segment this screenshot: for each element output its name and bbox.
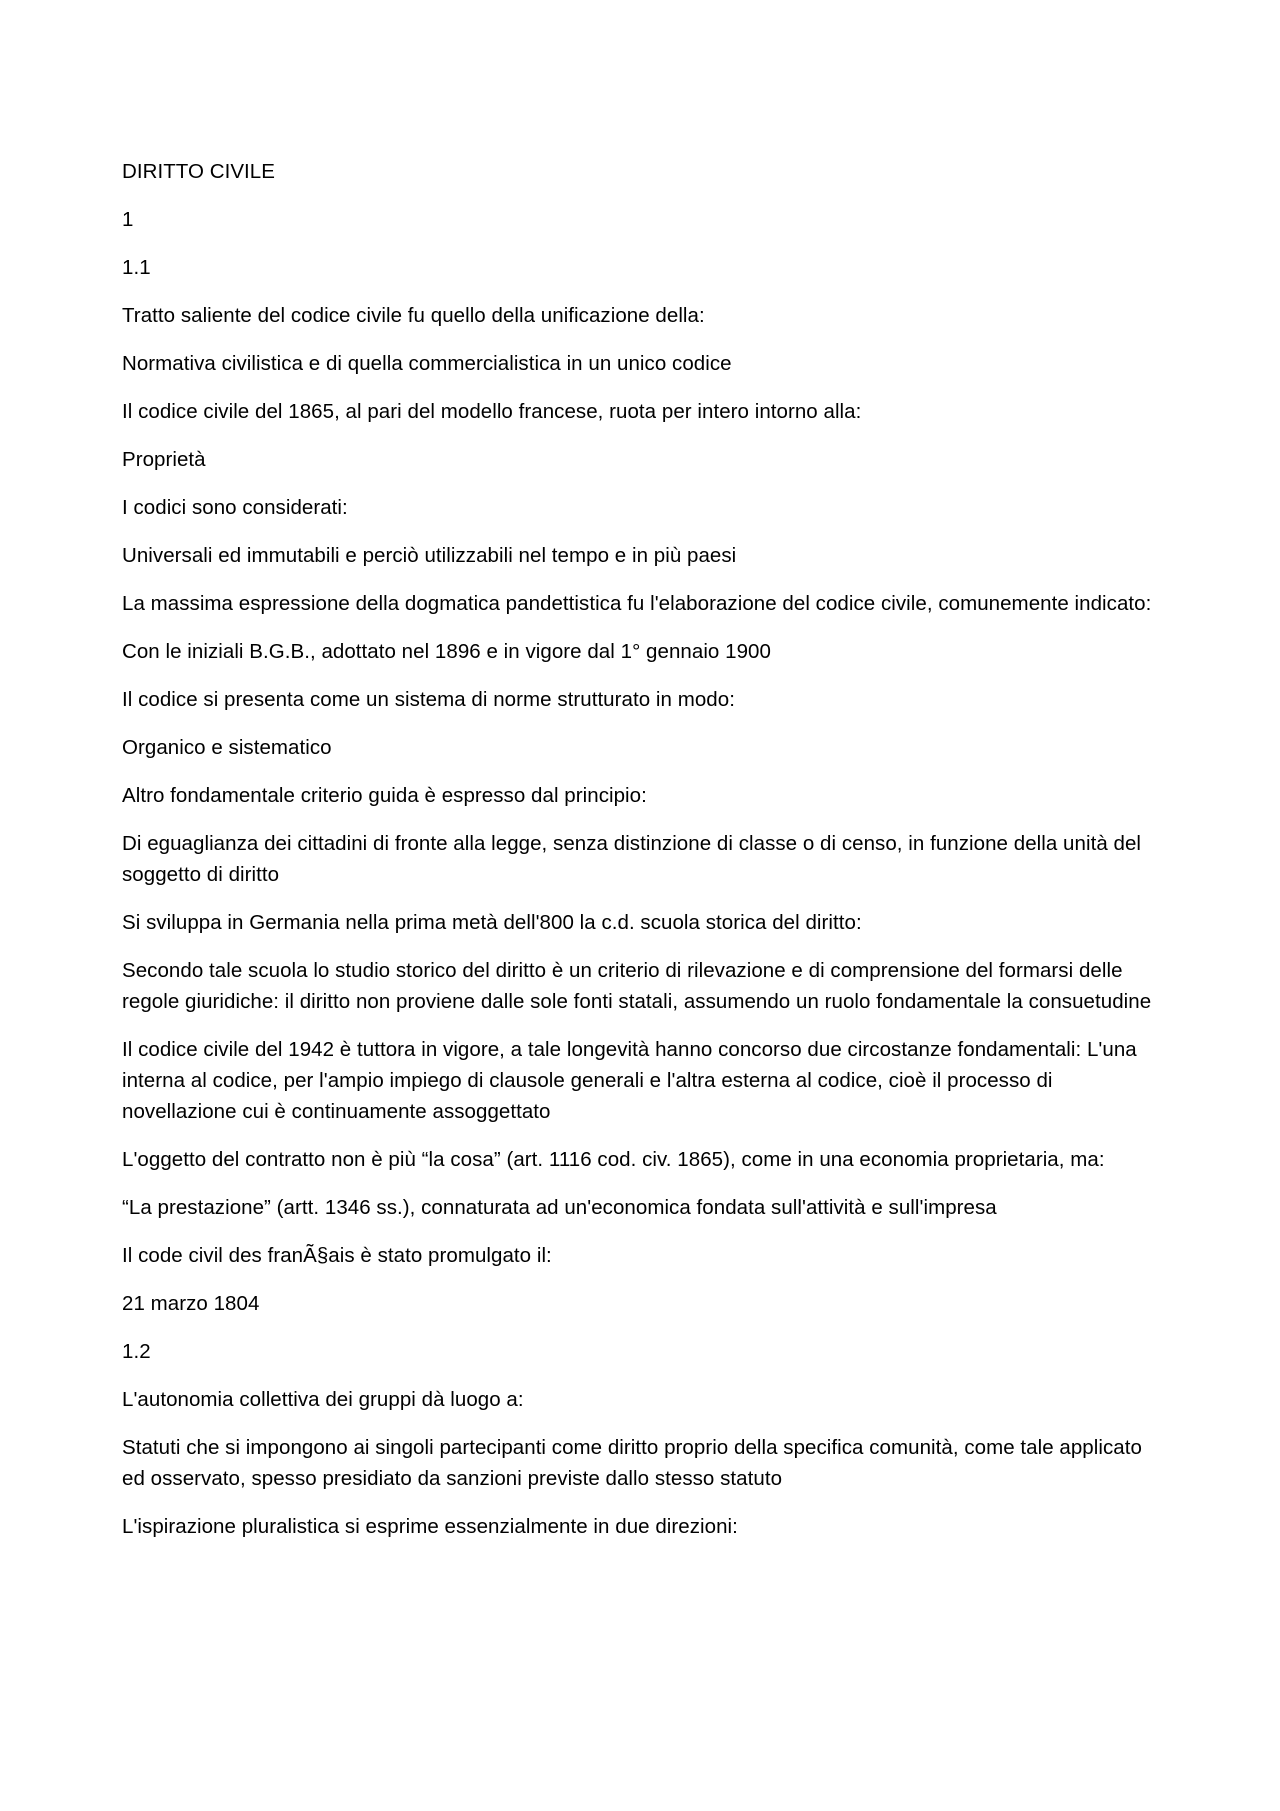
question-text: Il code civil des franÃ§ais è stato promulgato il: (122, 1244, 552, 1267)
document-body (122, 156, 1167, 1559)
answer-text: Organico e sistematico (122, 736, 332, 759)
document-title: DIRITTO CIVILE (122, 160, 275, 183)
section-number: 1 (122, 208, 134, 231)
answer-text: Normativa civilistica e di quella commercialistica in un unico codice (122, 352, 732, 375)
subsection-number: 1.1 (122, 256, 151, 279)
answer-text: “La prestazione” (artt. 1346 ss.), connaturata ad un'economica fondata sull'attività e sull'impresa (122, 1196, 997, 1219)
answer-text: Statuti che si impongono ai singoli partecipanti come diritto proprio della specifica comunità, come tale applicato ed osservato, spesso presidiato da sanzioni previste dallo stesso statuto (122, 1436, 1142, 1490)
question-text: Tratto saliente del codice civile fu quello della unificazione della: (122, 304, 705, 327)
question-text: Il codice si presenta come un sistema di norme strutturato in modo: (122, 688, 735, 711)
subsection-number: 1.2 (122, 1340, 151, 1363)
answer-text: Secondo tale scuola lo studio storico del diritto è un criterio di rilevazione e di comprensione del formarsi delle regole giuridiche: il diritto non proviene dalle sole fonti statali, assumendo un ruolo fondamentale la consuetudine (122, 959, 1152, 1013)
question-text: I codici sono considerati: (122, 496, 348, 519)
question-text: La massima espressione della dogmatica pandettistica fu l'elaborazione del codice civile, comunemente indicato: (122, 592, 1152, 615)
question-text: Si sviluppa in Germania nella prima metà dell'800 la c.d. scuola storica del diritto: (122, 911, 862, 934)
question-text: L'ispirazione pluralistica si esprime essenzialmente in due direzioni: (122, 1515, 738, 1538)
answer-text: Proprietà (122, 448, 206, 471)
question-text: Altro fondamentale criterio guida è espresso dal principio: (122, 784, 647, 807)
answer-text: Con le iniziali B.G.B., adottato nel 1896 e in vigore dal 1° gennaio 1900 (122, 640, 771, 663)
answer-text: 21 marzo 1804 (122, 1292, 260, 1315)
question-text: L'oggetto del contratto non è più “la cosa” (art. 1116 cod. civ. 1865), come in una economia proprietaria, ma: (122, 1148, 1105, 1171)
question-text: Il codice civile del 1865, al pari del modello francese, ruota per intero intorno alla: (122, 400, 862, 423)
question-text: L'autonomia collettiva dei gruppi dà luogo a: (122, 1388, 524, 1411)
answer-text: Di eguaglianza dei cittadini di fronte alla legge, senza distinzione di classe o di censo, in funzione della unità del soggetto di diritto (122, 832, 1142, 886)
answer-text: Universali ed immutabili e perciò utilizzabili nel tempo e in più paesi (122, 544, 737, 567)
question-answer-text: Il codice civile del 1942 è tuttora in vigore, a tale longevità hanno concorso due circostanze fondamentali: L'una interna al codice, per l'ampio impiego di clausole generali e l'altra esterna al codice, cioè il processo di novellazione cui è continuamente assoggettato (122, 1038, 1137, 1123)
